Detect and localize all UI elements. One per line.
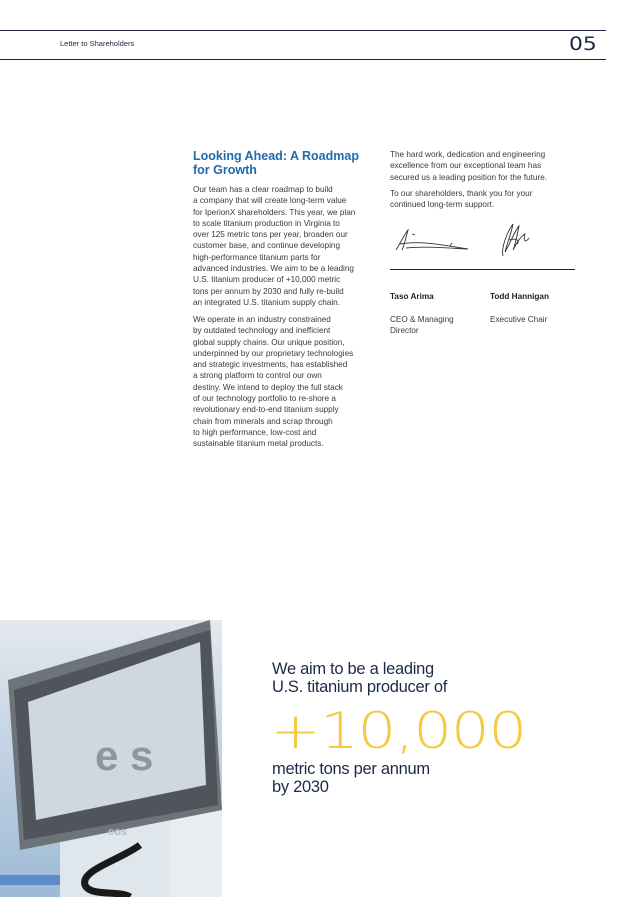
callout-intro: We aim to be a leading U.S. titanium producer of	[272, 660, 447, 696]
section-heading: Looking Ahead: A Roadmap for Growth	[193, 149, 359, 177]
page-number: 05	[569, 33, 597, 55]
paragraph: To our shareholders, thank you for your continued long-term support.	[390, 189, 533, 210]
paragraph: We operate in an industry constrained by outdated technology and inefficient global supply chains. Our unique position, underpinned by our proprietary technologies and strategic investments, has established a strong platform to control our own destiny. We intend to deploy the full stack of our technology portfolio to re-shore a revolutionary end-to-end titanium supply chain from minerals and scrap through to high performance, low-cost and sustainable titanium metal products.	[193, 315, 354, 449]
eos-machine-illustration	[0, 620, 222, 897]
svg-text:e s: e s	[95, 732, 154, 779]
signature-rule	[390, 269, 575, 270]
signatory-title: Executive Chair	[490, 314, 548, 324]
paragraph: The hard work, dedication and engineering excellence from our exceptional team has secured us a leading position for the future.	[390, 150, 548, 182]
paragraph: Our team has a clear roadmap to build a company that will create long-term value for IperionX shareholders. This year, we plan to scale titanium production in Virginia to over 125 metric tons per year, broaden our customer base, and continue developing high-performance titanium parts for advanced industries. We aim to be a leading U.S. titanium producer of +10,000 metric tons per annum by 2030 and fully re-build an integrated U.S. titanium supply chain.	[193, 185, 356, 307]
section-title: Letter to Shareholders	[60, 39, 135, 48]
signatory-name: Todd Hannigan	[490, 292, 549, 302]
machine-photo	[0, 620, 222, 897]
signature-todd-hannigan	[495, 220, 540, 260]
svg-text:eos: eos	[108, 826, 127, 838]
signatory-title: CEO & Managing Director	[390, 314, 454, 336]
signatory	[390, 280, 454, 336]
callout-figure: +10,000	[270, 702, 527, 760]
header-bottom-rule	[0, 59, 606, 60]
header-top-rule	[0, 30, 606, 31]
signatory	[490, 280, 549, 325]
signatory-name: Taso Arima	[390, 292, 434, 302]
callout-outro: metric tons per annum by 2030	[272, 760, 430, 796]
signature-taso-arima	[392, 226, 472, 256]
